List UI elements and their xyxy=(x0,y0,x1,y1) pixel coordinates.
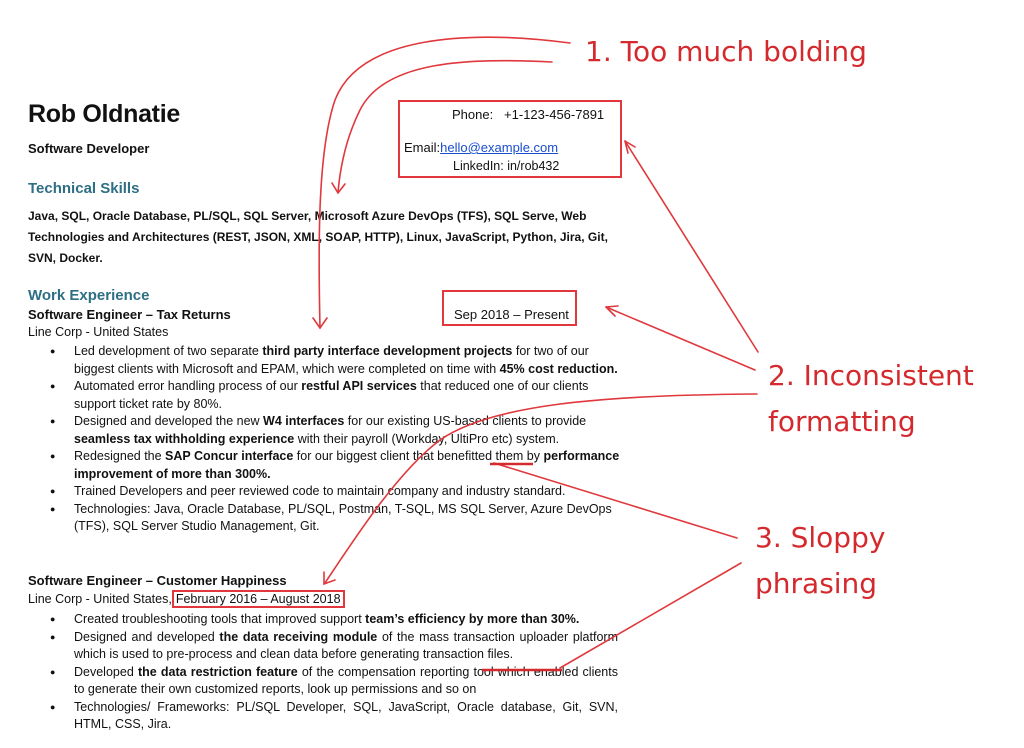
arrow-formatting-date xyxy=(606,307,755,370)
annotation-formatting: formatting xyxy=(768,405,916,438)
job-2-dates-highlight xyxy=(172,590,345,608)
email-link[interactable]: hello@example.com xyxy=(440,140,559,155)
job-1-dates-highlight xyxy=(442,290,577,326)
email-line xyxy=(404,140,558,155)
email-label: Email: xyxy=(404,140,441,155)
job-2-company-line xyxy=(28,592,345,606)
arrow-formatting-contact xyxy=(625,141,758,352)
annotation-sloppy: 3. Sloppy xyxy=(755,521,886,554)
phone-value: +1-123-456-7891 xyxy=(504,107,605,122)
job-2-bullets xyxy=(28,611,618,734)
job-2-title: Software Engineer – Customer Happiness xyxy=(28,573,287,588)
phone-line xyxy=(452,107,604,122)
candidate-title: Software Developer xyxy=(28,141,150,156)
job-2-bullet-4: ● Technologies/ Frameworks: PL/SQL Developer, SQL, JavaScript, Oracle database, Git, SVN, HTML, CSS, Jira. xyxy=(28,699,618,734)
phone-label: Phone: xyxy=(452,107,494,122)
annotation-inconsistent: 2. Inconsistent xyxy=(768,359,974,392)
annotation-phrasing: phrasing xyxy=(755,567,878,600)
job-2-company: Line Corp - United States, xyxy=(28,592,172,606)
job-2-bullet-1: ● Created troubleshooting tools that improved support team’s efficiency by more than 30%. xyxy=(28,611,618,629)
job-1-bullet-5: ● Trained Developers and peer reviewed code to maintain company and industry standard. xyxy=(28,483,628,501)
job-1-bullet-3: ● Designed and developed the new W4 interfaces for our existing US-based clients to provide seamless tax withholding experience with their payroll (Workday, UltiPro etc) system. xyxy=(28,413,628,448)
skills-text: Java, SQL, Oracle Database, PL/SQL, SQL Server, Microsoft Azure DevOps (TFS), SQL Serve, Web Technologies and Architectures (REST, JSON, XML, SOAP, HTTP), Linux, JavaScript, Python, Jira, Git, SVN, Docker. xyxy=(28,209,608,265)
job-1-bullet-6: ● Technologies: Java, Oracle Database, PL/SQL, Postman, T-SQL, MS SQL Server, Azure DevOps (TFS), SQL Server Studio Management, Git. xyxy=(28,501,628,536)
annotation-too-much-bolding: 1. Too much bolding xyxy=(585,35,867,68)
job-1-bullet-2: ● Automated error handling process of our restful API services that reduced one of our clients support ticket rate by 80%. xyxy=(28,378,628,413)
job-1-dates: Sep 2018 – Present xyxy=(454,307,569,322)
arrow-bolding-outer xyxy=(319,37,570,328)
job-2-dates: February 2016 – August 2018 xyxy=(175,592,341,606)
job-1-bullet-4: ● Redesigned the SAP Concur interface for our biggest client that benefitted them by performance improvement of more than 300%. xyxy=(28,448,628,483)
experience-heading: Work Experience xyxy=(28,287,150,304)
contact-box-highlight xyxy=(398,100,622,178)
job-1-bullet-1: ● Led development of two separate third party interface development projects for two of our biggest clients with Microsoft and EPAM, which were completed on time with 45% cost reduction. xyxy=(28,343,628,378)
candidate-name: Rob Oldnatie xyxy=(28,100,180,128)
linkedin-line: LinkedIn: in/rob432 xyxy=(453,159,560,173)
job-1-title: Software Engineer – Tax Returns xyxy=(28,307,231,322)
job-2-bullet-2: ● Designed and developed the data receiving module of the mass transaction uploader platform which is used to pre-process and clean data before generating transaction files. xyxy=(28,629,618,664)
skills-heading: Technical Skills xyxy=(28,180,140,197)
job-1-company: Line Corp - United States xyxy=(28,325,169,339)
job-2-bullet-3: ● Developed the data restriction feature of the compensation reporting tool which enabled clients to generate their own customized reports, look up permissions and so on xyxy=(28,664,618,699)
job-1-bullets xyxy=(28,343,628,536)
